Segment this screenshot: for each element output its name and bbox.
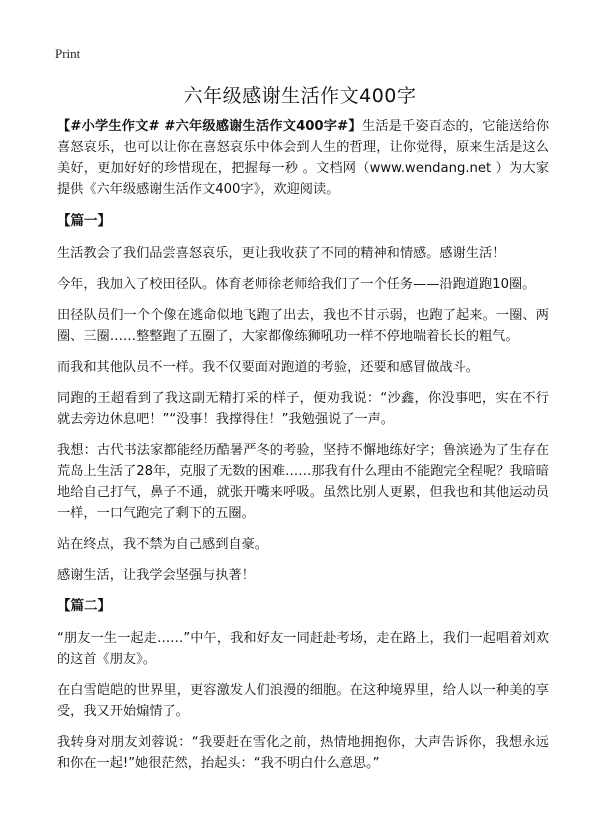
intro-tag: 【#小学生作文# #六年级感谢生活作文400字#】 xyxy=(57,119,362,134)
paragraph: 感谢生活，让我学会坚强与执著！ xyxy=(57,568,255,583)
paragraph: 生活教会了我们品尝喜怒哀乐，更让我收获了不同的精神和情感。感谢生活！ xyxy=(57,246,506,261)
section-heading-1: 【篇一】 xyxy=(57,213,111,229)
print-link[interactable]: Print xyxy=(55,46,81,61)
paragraph: 我转身对朋友刘蓉说：“我要赶在雪化之前，热情地拥抱你，大声告诉你，我想永远和你在一起!”她很茫然，抬起头：“我不明白什么意思。” xyxy=(57,735,549,771)
paragraph: “朋友一生一起走……”中午，我和好友一同赶赴考场，走在路上，我们一起唱着刘欢的这首《朋友》。 xyxy=(57,631,549,667)
intro-text: 生活是千姿百态的，它能送给你喜怒哀乐，也可以让你在喜怒哀乐中体会到人生的哲理，让你觉得，原来生活是这么美好，更加好好的珍惜现在，把握每一秒 。文档网（www.wendang.net ）为大家提供《六年级感谢生活作文400字》，欢迎阅读。 xyxy=(57,119,549,197)
paragraph: 田径队员们一个个像在逃命似地飞跑了出去，我也不甘示弱，也跑了起来。一圈、两圈、三圈……整整跑了五圈了，大家都像练狮吼功一样不停地喘着长长的粗气。 xyxy=(57,308,549,344)
paragraph: 在白雪皑皑的世界里，更容激发人们浪漫的细胞。在这种境界里，给人以一种美的享受，我又开始煽情了。 xyxy=(57,683,549,719)
paragraph: 站在终点，我不禁为自己感到自豪。 xyxy=(57,537,268,552)
paragraph: 今年，我加入了校田径队。体育老师徐老师给我们了一个任务——沿跑道跑10圈。 xyxy=(57,277,536,292)
page-title: 六年级感谢生活作文400字 xyxy=(183,85,417,107)
paragraph: 而我和其他队员不一样。我不仅要面对跑道的考验，还要和感冒做战斗。 xyxy=(57,360,479,375)
paragraph: 同跑的王超看到了我这副无精打采的样子，便劝我说：“沙鑫，你没事吧，实在不行就去旁边休息吧！”“没事！我撑得住！”我勉强说了一声。 xyxy=(57,391,549,427)
article-body xyxy=(57,116,549,784)
section-heading-2: 【篇二】 xyxy=(57,598,111,614)
intro-paragraph xyxy=(57,116,549,200)
paragraph: 我想：古代书法家都能经历酷暑严冬的考验，坚持不懈地练好字；鲁滨逊为了生存在荒岛上生活了28年，克服了无数的困难……那我有什么理由不能跑完全程呢？我暗暗地给自己打气，鼻子不通，就张开嘴来呼吸。虽然比别人更累，但我也和其他运动员一样，一口气跑完了剩下的五圈。 xyxy=(57,443,549,521)
